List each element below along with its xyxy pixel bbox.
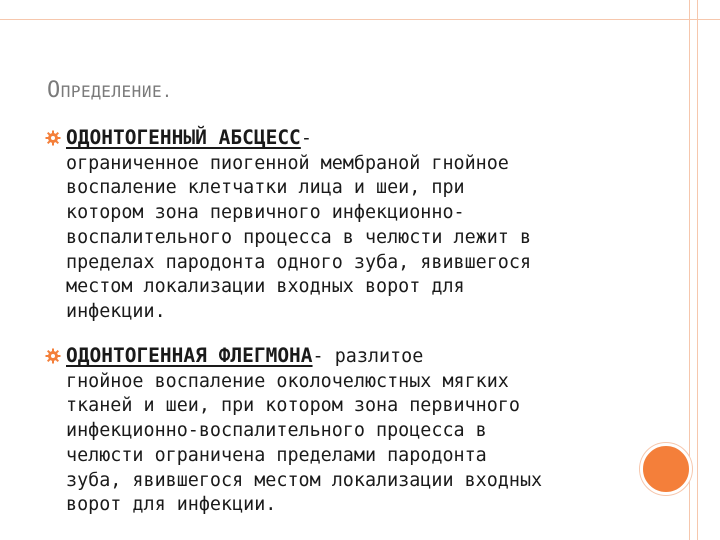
definition-abscess bbox=[66, 126, 636, 325]
abscess-line: ограниченное пиогенной мембраной гнойное bbox=[66, 152, 509, 174]
abscess-line: инфекции. bbox=[66, 300, 166, 322]
phlegmon-line: инфекционно-воспалительного процесса в bbox=[66, 420, 487, 442]
abscess-dash: - bbox=[300, 128, 312, 149]
abscess-line: пределах пародонта одного зуба, явившегося bbox=[66, 251, 532, 273]
abscess-line: котором зона первичного инфекционно- bbox=[66, 202, 465, 224]
phlegmon-line: зуба, явившегося местом локализации входных bbox=[66, 469, 543, 491]
decorative-orange-circle bbox=[640, 443, 692, 495]
abscess-line: воспаление клетчатки лица и шеи, при bbox=[66, 177, 465, 199]
slide-title-rest: ПРЕДЕЛЕНИЕ. bbox=[60, 82, 173, 101]
phlegmon-line: гнойное воспаление околочелюстных мягких bbox=[66, 370, 509, 392]
phlegmon-line: ворот для инфекции. bbox=[66, 494, 277, 516]
abscess-line: воспалительного процесса в челюсти лежит в bbox=[66, 226, 532, 248]
definition-phlegmon bbox=[66, 344, 636, 518]
abscess-first-line bbox=[66, 126, 636, 152]
abscess-term: ОДОНТОГЕННЫЙ АБСЦЕСС bbox=[66, 126, 301, 149]
frame-right-line-outer bbox=[697, 0, 698, 540]
phlegmon-term: ОДОНТОГЕННАЯ ФЛЕГМОНА bbox=[66, 344, 313, 367]
gear-icon bbox=[45, 348, 61, 364]
phlegmon-line: челюсти ограничена пределами пародонта bbox=[66, 444, 487, 466]
phlegmon-first-line bbox=[66, 344, 636, 370]
phlegmon-line: тканей и шеи, при котором зона первичного bbox=[66, 395, 520, 417]
slide-title bbox=[47, 78, 172, 103]
frame-top-line bbox=[0, 19, 720, 20]
phlegmon-rest: - разлитое bbox=[312, 346, 424, 367]
abscess-line: местом локализации входных ворот для bbox=[66, 276, 465, 298]
gear-icon bbox=[45, 130, 61, 146]
slide-title-initial: О bbox=[47, 78, 61, 103]
